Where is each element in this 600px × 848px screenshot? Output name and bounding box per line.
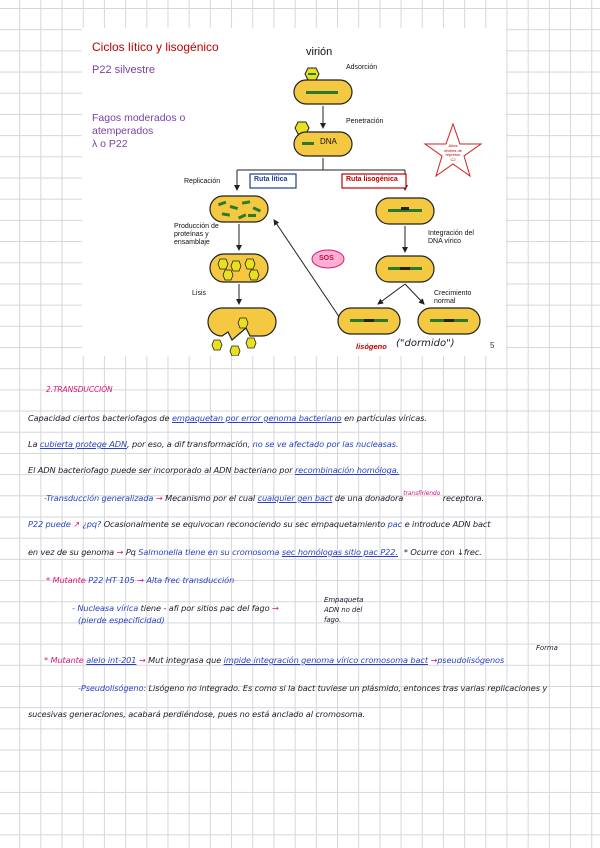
notes-line-8-side: Empaqueta ADN no del fago.: [324, 596, 364, 624]
side-text-3: λ o P22: [92, 138, 128, 150]
cell-integrated: [376, 256, 434, 282]
notes-line-4: -Transducción generalizada → Mecanismo por el cual cualquier gen bact de una donadora$^{transfiriendo}$ receptora.: [44, 490, 485, 503]
cell-lysogen-right: [418, 308, 480, 334]
slide-subtitle: P22 silvestre: [92, 64, 155, 76]
crecimiento-label: Crecimiento normal: [434, 290, 472, 305]
notes-line-9: * Mutante alelo int-201 → Mut integrasa que impide integración genoma vírico cromosoma bact →pseudolisógenos: [44, 655, 505, 665]
notes-line-7: * Mutante P22 HT 105 → Alta frec transducción: [46, 575, 235, 585]
notes-line-2: La cubierta protege ADN, por eso, a dif transformación, no se ve afectado por las nucleasas.: [28, 439, 399, 449]
sos-label: SOS: [319, 255, 334, 262]
lisogeno-label: lisógeno: [356, 342, 387, 351]
cell-replication: [210, 196, 268, 222]
notes-line-1: Capacidad ciertos bacteriofagos de empaquetan por error genoma bacteriano en partículas víricas.: [28, 413, 427, 423]
notes-line-11: sucesivas generaciones, acabará perdiéndose, pues no está anclado al cromosoma.: [28, 709, 366, 719]
star-text: Altos niveles de represor C2: [443, 143, 462, 162]
lisis-label: Lisis: [192, 290, 207, 297]
cell-adsorption: [294, 80, 352, 104]
side-text-1: Fagos moderados o: [92, 112, 186, 124]
dormido-annotation: ("dormido"): [396, 338, 455, 349]
ruta-litica-label: Ruta lítica: [254, 176, 288, 183]
ruta-lisogenica-label: Ruta lisogénica: [346, 176, 398, 183]
cell-integration-start: [376, 198, 434, 224]
notes-line-9-top: Forma: [536, 644, 558, 652]
slide-page-number: 5: [490, 341, 495, 350]
replicacion-label: Replicación: [184, 178, 221, 185]
penetracion-label: Penetración: [346, 118, 384, 125]
adsorcion-label: Adsorción: [346, 64, 378, 71]
notes-line-5: P22 puede ↗ ¿pq? Ocasionalmente se equivocan reconociendo su sec empaquetamiento pac e introduce ADN bact: [28, 519, 491, 529]
notes-line-8: - Nucleasa vírica tiene - afi por sitios pac del fago →: [72, 603, 279, 613]
slide-title: Ciclos lítico y lisogénico: [92, 40, 219, 54]
lytic-lysogenic-slide: [82, 28, 506, 356]
notes-line-6: en vez de su genoma → Pq Salmonella tiene en su cromosoma sec homólogas sitio pac P22. * Ocurre con ↓frec.: [28, 547, 482, 557]
integracion-label: Integración del DNA vírico: [428, 230, 474, 245]
notes-heading: 2.TRANSDUCCIÓN: [46, 385, 113, 394]
dna-label: DNA: [320, 137, 337, 146]
virion-phage-icon: [305, 68, 319, 80]
virion-label: virión: [306, 46, 333, 58]
cell-lysis: [208, 308, 276, 356]
side-text-2: atemperados: [92, 125, 154, 137]
cycle-diagram: [82, 28, 506, 356]
cell-lysogen-left: [338, 308, 400, 334]
notes-line-8-sub: (pierde especificidad): [78, 615, 165, 625]
notes-line-3: El ADN bacteriofago puede ser incorporado al ADN bacteriano por recombinación homóloga.: [28, 465, 400, 475]
produccion-label: Producción de proteínas y ensamblaje: [174, 223, 219, 246]
notes-line-10: -Pseudolisógeno: Lisógeno no integrado. Es como si la bact tuviese un plásmido, entonces tras varias replicaciones y: [78, 683, 548, 693]
cell-assembly: [210, 254, 268, 282]
